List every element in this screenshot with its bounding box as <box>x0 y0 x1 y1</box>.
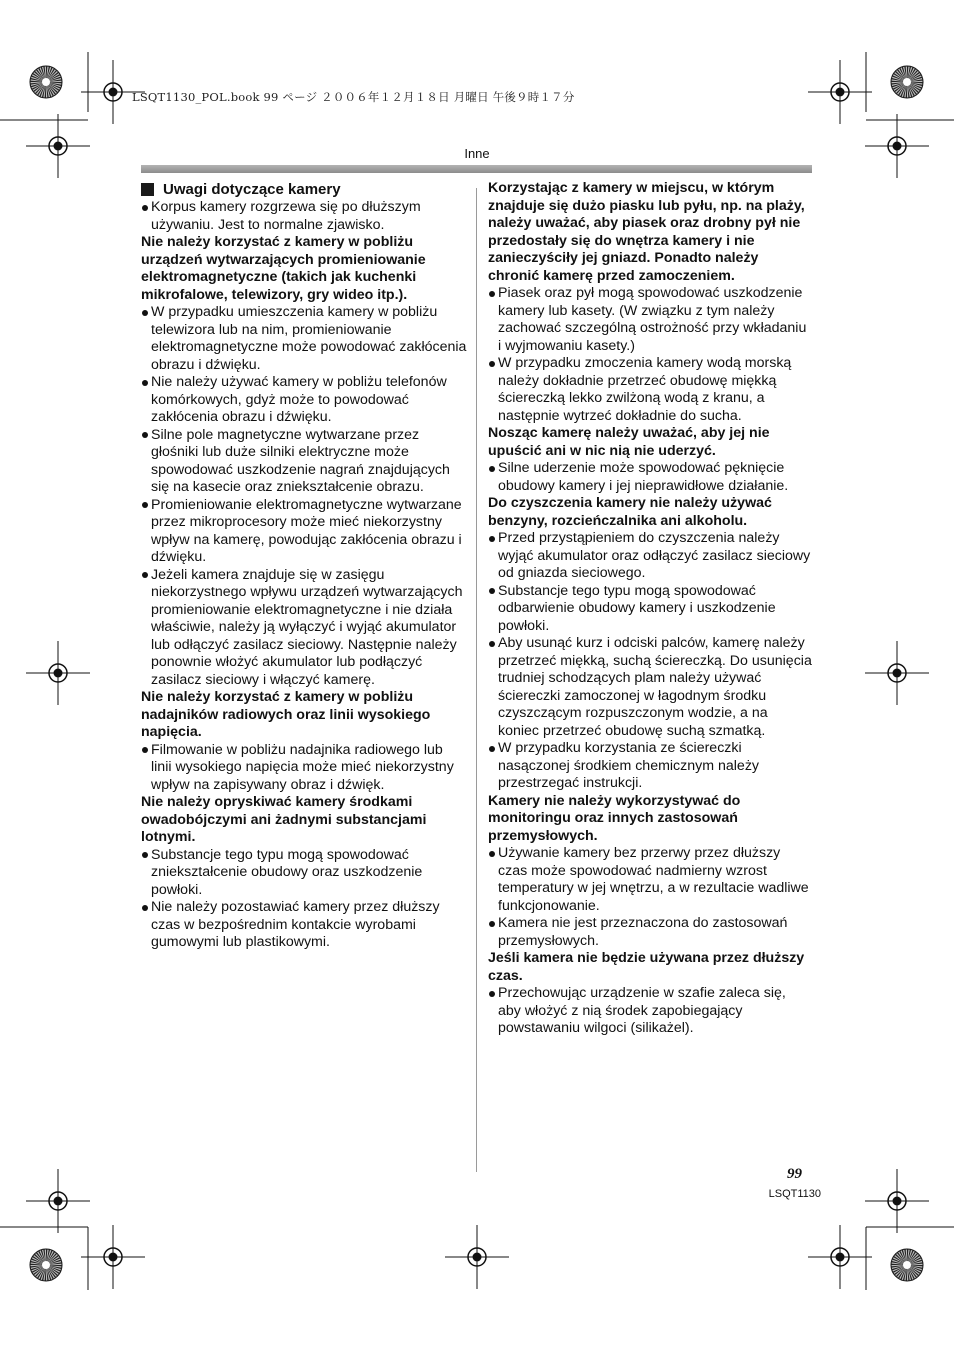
bold-paragraph: Nie należy korzystać z kamery w pobliżu urządzeń wytwarzających promieniowanie elektromagnetyczne (takich jak kuchenki mikrofalowe, telewizory, gry wideo itp.). <box>141 234 426 303</box>
bullet-item: Substancje tego typu mogą spowodować zniekształcenie obudowy oraz uszkodzenie powłoki. <box>141 847 467 900</box>
bold-paragraph: Do czyszczenia kamery nie należy używać benzyny, rozcieńczalnika ani alkoholu. <box>488 495 772 529</box>
registration-crosshair <box>26 1169 90 1233</box>
registration-crosshair <box>808 1225 872 1289</box>
column-divider <box>476 188 477 1172</box>
heading-square-icon <box>141 183 154 196</box>
bullet-item: Piasek oraz pył mogą spowodować uszkodzenie kamery lub kasety. (W związku z tym należy zachować szczególną ostrożność przy wkładaniu i wyjmowaniu kasety.) <box>488 285 812 355</box>
bullet-item: Substancje tego typu mogą spowodować odbarwienie obudowy kamery i uszkodzenie powłoki. <box>488 583 812 636</box>
registration-crosshair <box>445 1225 509 1289</box>
bold-paragraph: Nosząc kamerę należy uważać, aby jej nie upuścić ani w nic nią nie uderzyć. <box>488 425 770 459</box>
registration-crosshair <box>808 60 872 124</box>
bullet-item: Przechowując urządzenie w szafie zaleca się, aby włożyć z nią środek zapobiegający powstawaniu wilgoci (silikażel). <box>488 985 812 1038</box>
bullet-item: Filmowanie w pobliżu nadajnika radiowego lub linii wysokiego napięcia może mieć niekorzystny wpływ na zapisywany obraz i dźwięk. <box>141 742 467 795</box>
bullet-item: Silne uderzenie może spowodować pęknięcie obudowy kamery i jej nieprawidłowe działanie. <box>488 460 812 495</box>
registration-crosshair <box>81 1225 145 1289</box>
print-header: LSQT1130_POL.book 99 ページ ２００６年１２月１８日 月曜日 午後９時１７分 <box>132 90 575 104</box>
section-heading <box>141 180 467 199</box>
bold-paragraph: Korzystając z kamery w miejscu, w którym znajduje się dużo piasku lub pyłu, np. na plaży, należy uważać, aby piasek oraz drobny pył nie przedostały się do wnętrza kamery i nie zanieczyściły jej gniazd. Ponadto należy chronić kamerę przed zamoczeniem. <box>488 180 805 284</box>
bullet-item: Jeżeli kamera znajduje się w zasięgu niekorzystnego wpływu urządzeń wytwarzających promieniowanie elektromagnetyczne i nie działa właściwie, należy ją wyłączyć i wyjąć akumulator lub odłączyć zasilacz sieciowy. Następnie należy ponownie włożyć akumulator lub podłączyć zasilacz sieciowy i włączyć kamerę. <box>141 567 467 690</box>
registration-crosshair <box>865 1169 929 1233</box>
bullet-item: Korpus kamery rozgrzewa się po dłuższym używaniu. Jest to normalne zjawisko. <box>141 199 467 234</box>
right-column <box>488 180 812 1038</box>
registration-starburst-bottom-left <box>30 1249 62 1281</box>
registration-starburst-bottom-right <box>891 1249 923 1281</box>
bullet-item: Nie należy używać kamery w pobliżu telefonów komórkowych, gdyż może to powodować zakłócenia obrazu i dźwięku. <box>141 374 467 427</box>
bullet-item: Kamera nie jest przeznaczona do zastosowań przemysłowych. <box>488 915 812 950</box>
right-column-content <box>488 180 812 1038</box>
model-code: LSQT1130 <box>768 1188 821 1200</box>
bold-paragraph: Nie należy opryskiwać kamery środkami owadobójczymi ani żadnymi substancjami lotnymi. <box>141 794 427 845</box>
bullet-item: W przypadku korzystania ze ściereczki nasączonej środkiem chemicznym należy przestrzegać instrukcji. <box>488 740 812 793</box>
bullet-item: Silne pole magnetyczne wytwarzane przez głośniki lub duże silniki elektryczne może spowodować uszkodzenie nagrań znajdujących się na kasecie oraz zniekształcenie obrazu. <box>141 427 467 497</box>
bullet-item: W przypadku umieszczenia kamery w pobliżu telewizora lub na nim, promieniowanie elektromagnetyczne może powodować zakłócenia obrazu i dźwięku. <box>141 304 467 374</box>
registration-starburst-top-left <box>30 66 62 98</box>
bullet-item: W przypadku zmoczenia kamery wodą morską należy dokładnie przetrzeć obudowę miękką ściereczką lekko zwilżoną wodą z kranu, a następnie wytrzeć dokładnie do sucha. <box>488 355 812 425</box>
bold-paragraph: Nie należy korzystać z kamery w pobliżu nadajników radiowych oraz linii wysokiego napięcia. <box>141 689 431 740</box>
section-label: Inne <box>464 146 490 161</box>
left-column <box>141 180 467 952</box>
page-number: 99 <box>787 1166 802 1182</box>
title-bar <box>141 165 812 173</box>
bold-paragraph: Kamery nie należy wykorzystywać do monitoringu oraz innych zastosowań przemysłowych. <box>488 792 741 844</box>
bullet-item: Używanie kamery bez przerwy przez dłuższy czas może spowodować nadmierny wzrost temperatury w jej wnętrzu, a w rezultacie wadliwe funkcjonowanie. <box>488 845 812 915</box>
bullet-item: Aby usunąć kurz i odciski palców, kamerę należy przetrzeć miękką, suchą ściereczką. Do usunięcia trudniej schodzących plam należy używać ściereczki zamoczonej w łagodnym środku czyszczącym rozpuszczonym wodzie, a na koniec przetrzeć obudowę suchą szmatką. <box>488 635 812 740</box>
bullet-item: Przed przystąpieniem do czyszczenia należy wyjąć akumulator oraz odłączyć zasilacz sieciowy od gniazda sieciowego. <box>488 530 812 583</box>
registration-crosshair <box>26 641 90 705</box>
registration-starburst-top-right <box>891 66 923 98</box>
bold-paragraph: Jeśli kamera nie będzie używana przez dłuższy czas. <box>488 950 805 984</box>
bullet-item: Promieniowanie elektromagnetyczne wytwarzane przez mikroprocesory może mieć niekorzystny wpływ na kamerę, powodując zakłócenia obrazu i dźwięku. <box>141 497 467 567</box>
heading-text: Uwagi dotyczące kamery <box>163 181 341 198</box>
bullet-item: Nie należy pozostawiać kamery przez dłuższy czas w bezpośrednim kontakcie wyrobami gumowymi lub plastikowymi. <box>141 899 467 952</box>
left-column-content <box>141 199 467 952</box>
registration-crosshair <box>865 641 929 705</box>
